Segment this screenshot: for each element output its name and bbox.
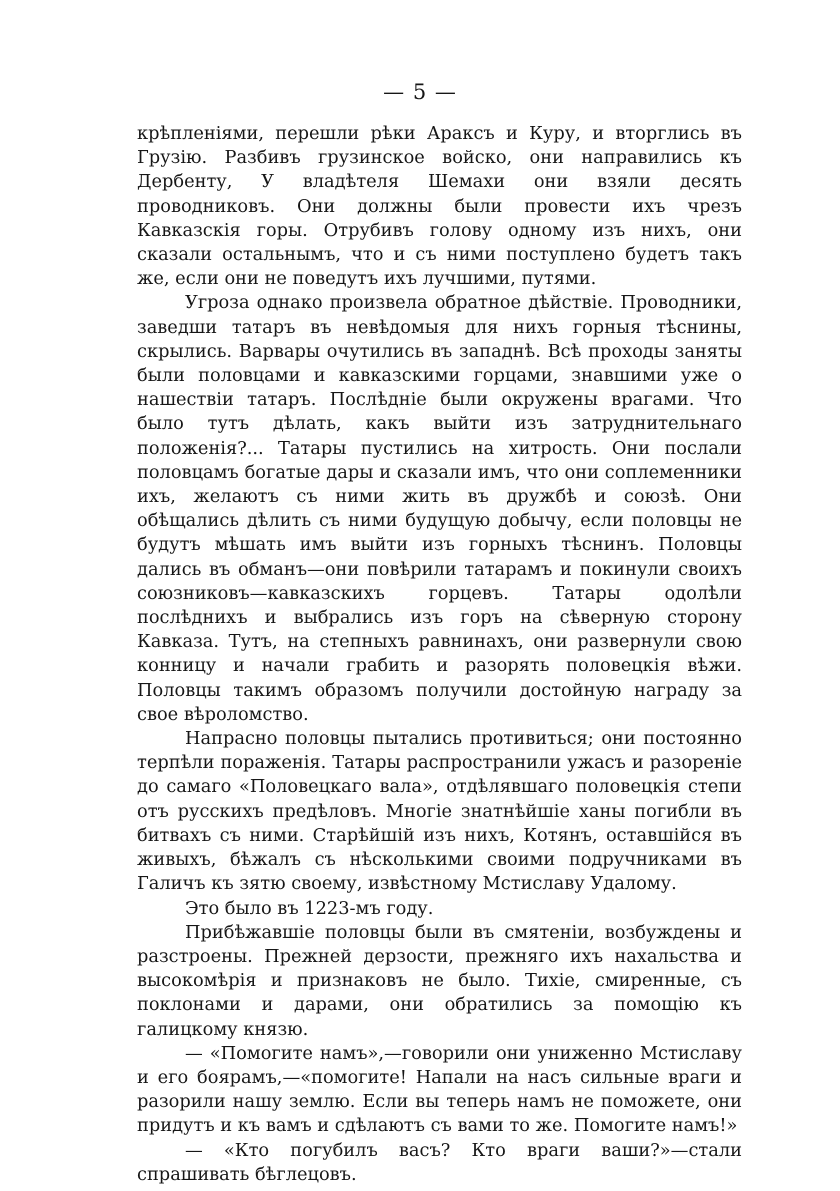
page-number: — 5 —: [383, 80, 457, 104]
paragraph: — «Кто погубилъ васъ? Кто враги ваши?»—стали спрашивать бѣглецовъ.: [137, 1139, 742, 1185]
paragraph: Угроза однако произвела обратное дѣйствіе. Проводники, заведши татаръ въ невѣдомыя для нихъ горныя тѣснины, скрылись. Варвары очутились въ западнѣ. Всѣ проходы заняты были половцами и кавказскими горцами, знавшими уже о нашествіи татаръ. Послѣдніе были окружены врагами. Что было тутъ дѣлать, какъ выйти изъ затруднительнаго положенія?... Татары пустились на хитрость. Они послали половцамъ богатые дары и сказали имъ, что они соплеменники ихъ, желаютъ съ ними жить въ дружбѣ и союзѣ. Они обѣщались дѣлить съ ними будущую добычу, если половцы не будутъ мѣшать имъ выйти изъ горныхъ тѣснинъ. Половцы дались въ обманъ—они повѣрили татарамъ и покинули своихъ союзниковъ—кавказскихъ горцевъ. Татары одолѣли послѣднихъ и выбрались изъ горъ на сѣверную сторону Кавказа. Тутъ, на степныхъ равнинахъ, они развернули свою конницу и начали грабить и разорять половецкія вѣжи. Половцы такимъ образомъ получили достойную награду за свое вѣроломство.: [137, 292, 742, 725]
paragraph: Это было въ 1223-мъ году.: [185, 897, 434, 919]
paragraph: — «Помогите намъ»,—говорили они униженно Мстиславу и его боярамъ,—«помогите! Напали на насъ сильные враги и разорили нашу землю. Если вы теперь намъ не поможете, они придутъ и къ вамъ и сдѣлаютъ съ вами то же. Помогите намъ!»: [137, 1042, 742, 1137]
paragraph: Напрасно половцы пытались противиться; они постоянно терпѣли пораженія. Татары распространили ужасъ и разореніе до самаго «Половецкаго вала», отдѣлявшаго половецкія степи отъ русскихъ предѣловъ. Многіе знатнѣйшіе ханы погибли въ битвахъ съ ними. Старѣйшій изъ нихъ, Котянъ, оставшійся въ живыхъ, бѣжалъ съ нѣсколькими своими подручниками въ Галичъ къ зятю своему, извѣстному Мстиславу Удалому.: [137, 728, 742, 895]
paragraph: Прибѣжавшіе половцы были въ смятеніи, возбуждены и разстроены. Прежней дерзости, прежняго ихъ нахальства и высокомѣрія и признаковъ не было. Тихіе, смиренные, съ поклонами и дарами, они обратились за помощію къ галицкому князю.: [137, 921, 742, 1040]
paragraph: крѣпленіями, перешли рѣки Араксъ и Куру, и вторглись въ Грузію. Разбивъ грузинское войско, они направились къ Дербенту, У владѣтеля Шемахи они взяли десять проводниковъ. Они должны были провести ихъ чрезъ Кавказскія горы. Отрубивъ голову одному изъ нихъ, они сказали остальнымъ, что и съ ними поступлено будетъ такъ же, если они не поведутъ ихъ лучшими, путями.: [137, 123, 742, 290]
page-body-text: [137, 122, 742, 1187]
